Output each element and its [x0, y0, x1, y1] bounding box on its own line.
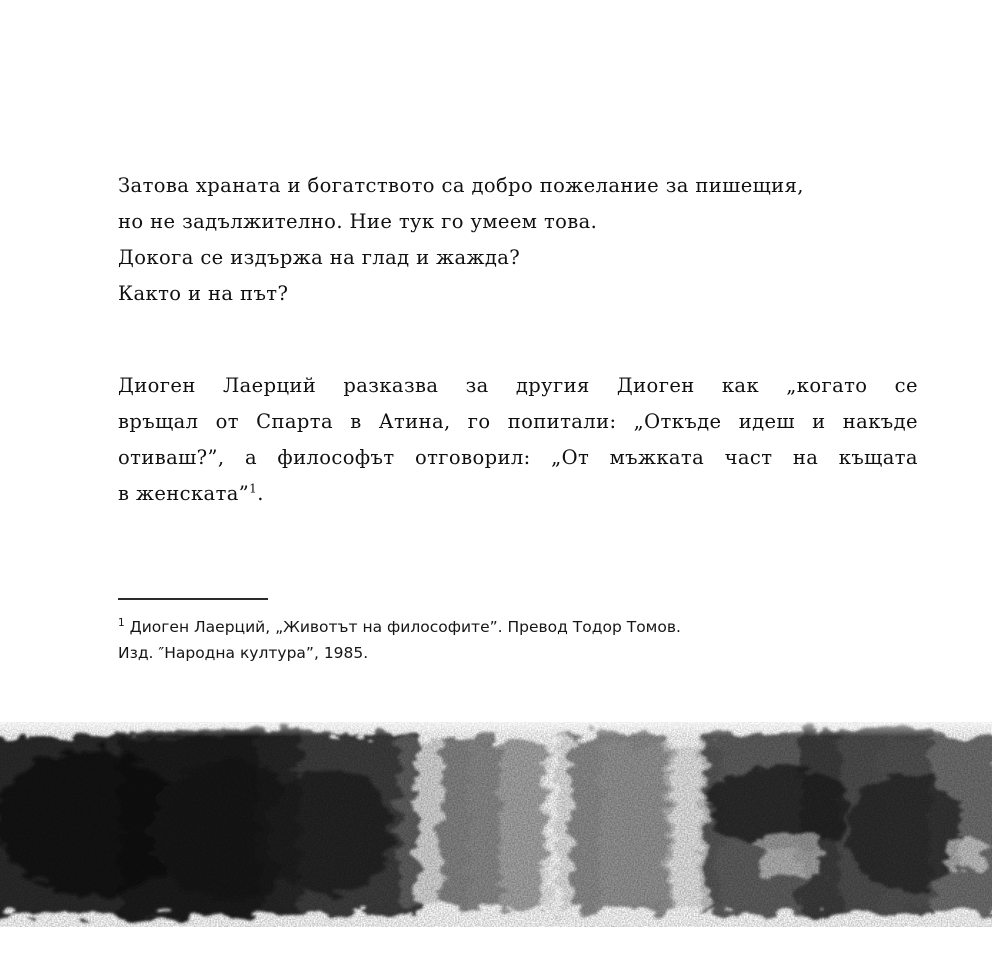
paragraph-diogenes-line-4-text: в женската” [118, 482, 250, 505]
text-word: идеш [738, 410, 795, 433]
footnote-reference-marker[interactable]: 1 [249, 481, 258, 496]
paragraph-diogenes-line-4-tail: . [257, 482, 264, 505]
paragraph-intro-line-4: Както и на път? [118, 282, 289, 305]
text-word: в [350, 410, 362, 433]
text-word: накъде [842, 410, 918, 433]
text-word: „когато [786, 374, 868, 397]
text-word: разказва [343, 374, 439, 397]
text-word: Лаерций [222, 374, 317, 397]
text-word: Диоген [616, 374, 695, 397]
text-word: как [721, 374, 760, 397]
paragraph-intro [118, 168, 918, 312]
artwork-image [0, 712, 992, 980]
text-word: „От [551, 446, 590, 469]
text-word: Диоген [118, 374, 196, 397]
footnote-area [118, 598, 918, 666]
text-word: го [467, 410, 491, 433]
text-word: другия [515, 374, 590, 397]
text-word: отиваш?”, [118, 446, 225, 469]
text-word: „Откъде [633, 410, 722, 433]
paragraph-diogenes-line-1 [118, 368, 918, 404]
text-word: отговорил: [414, 446, 531, 469]
footnote-line-1 [118, 614, 918, 640]
paragraph-spacer [118, 312, 918, 368]
text-word: и [812, 410, 826, 433]
footnote-separator-rule [118, 598, 268, 600]
text-word: за [465, 374, 489, 397]
text-word: Атина, [378, 410, 451, 433]
text-word: от [215, 410, 239, 433]
paragraph-intro-line-3: Докога се издържа на глад и жажда? [118, 246, 521, 269]
text-word: се [894, 374, 918, 397]
footnote-line-2: Изд. ″Народна култура”, 1985. [118, 644, 369, 662]
body-text-column [118, 168, 918, 512]
footnote-text [118, 614, 918, 666]
paragraph-diogenes [118, 368, 918, 512]
paragraph-intro-line-1: Затова храната и богатството са добро пожелание за пишещия, [118, 174, 804, 197]
paragraph-intro-line-2: но не задължително. Ние тук го умеем това. [118, 210, 598, 233]
footnote-line-1-text: Диоген Лаерций, „Животът на философите”. Превод Тодор Томов. [124, 618, 681, 636]
text-word: на [792, 446, 819, 469]
footnote-number: 1 [118, 616, 125, 629]
text-word: къщата [838, 446, 918, 469]
artwork-charcoal-band [0, 712, 992, 980]
text-word: връщал [118, 410, 199, 433]
text-word: попитали: [507, 410, 617, 433]
paragraph-diogenes-line-4 [118, 476, 918, 512]
paragraph-diogenes-line-3 [118, 440, 918, 476]
text-word: а [244, 446, 257, 469]
text-word: Спарта [256, 410, 333, 433]
text-word: мъжката [609, 446, 705, 469]
text-word: част [724, 446, 773, 469]
text-word: философът [277, 446, 395, 469]
paragraph-diogenes-line-2 [118, 404, 918, 440]
